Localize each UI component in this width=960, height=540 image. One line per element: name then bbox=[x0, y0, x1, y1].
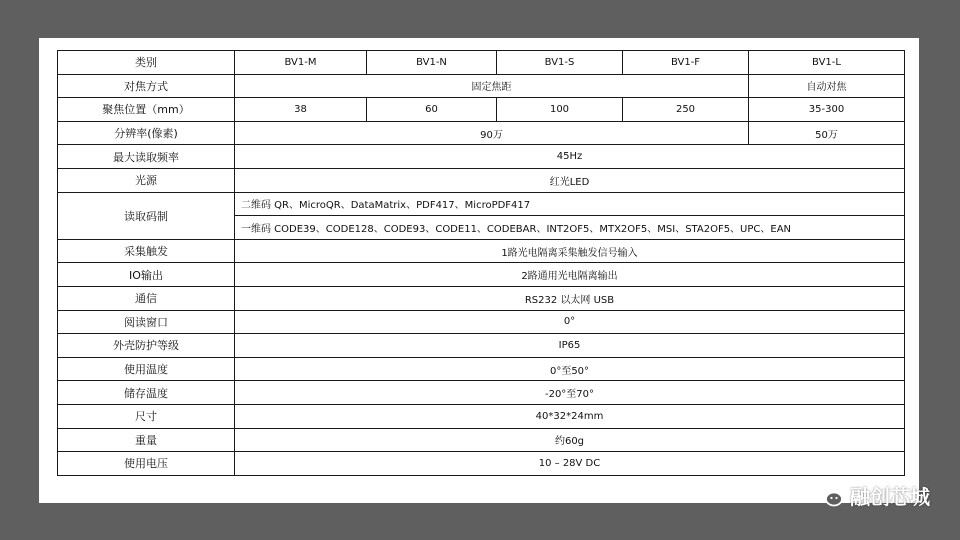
table-row-header bbox=[58, 51, 905, 75]
row-label: 分辨率(像素) bbox=[58, 121, 235, 145]
value-cell: RS232 以太网 USB bbox=[235, 286, 905, 310]
value-cell: 0° bbox=[235, 310, 905, 334]
model-cell: BV1-N bbox=[367, 51, 497, 75]
value-cell: -20°至70° bbox=[235, 381, 905, 405]
value-cell: IP65 bbox=[235, 334, 905, 358]
value-cell: 10 – 28V DC bbox=[235, 452, 905, 476]
model-cell: BV1-S bbox=[497, 51, 623, 75]
table-row bbox=[58, 286, 905, 310]
table-row bbox=[58, 263, 905, 287]
table-row-codes-2d bbox=[58, 192, 905, 216]
table-row bbox=[58, 334, 905, 358]
row-label: 最大读取频率 bbox=[58, 145, 235, 169]
table-row bbox=[58, 381, 905, 405]
table-row bbox=[58, 404, 905, 428]
model-cell: BV1-M bbox=[235, 51, 367, 75]
table-row bbox=[58, 357, 905, 381]
value-cell: 38 bbox=[235, 98, 367, 122]
row-label: 类别 bbox=[58, 51, 235, 75]
value-cell: 250 bbox=[623, 98, 749, 122]
table-row bbox=[58, 239, 905, 263]
row-label: 聚焦位置（mm） bbox=[58, 98, 235, 122]
row-label: IO输出 bbox=[58, 263, 235, 287]
value-cell: 一维码 CODE39、CODE128、CODE93、CODE11、CODEBAR、INT2OF5、MTX2OF5、MSI、STA2OF5、UPC、EAN bbox=[235, 216, 905, 240]
row-label: 阅读窗口 bbox=[58, 310, 235, 334]
table-row-focus-position bbox=[58, 98, 905, 122]
value-cell: 40*32*24mm bbox=[235, 404, 905, 428]
table-row-resolution bbox=[58, 121, 905, 145]
watermark-text: 融创芯城 bbox=[850, 485, 930, 509]
row-label: 重量 bbox=[58, 428, 235, 452]
row-label: 光源 bbox=[58, 168, 235, 192]
value-cell: 90万 bbox=[235, 121, 749, 145]
value-cell: 50万 bbox=[749, 121, 905, 145]
table-row bbox=[58, 168, 905, 192]
row-label: 读取码制 bbox=[58, 192, 235, 239]
model-cell: BV1-L bbox=[749, 51, 905, 75]
value-cell: 自动对焦 bbox=[749, 74, 905, 98]
table-row bbox=[58, 310, 905, 334]
value-cell: 45Hz bbox=[235, 145, 905, 169]
value-cell: 红光LED bbox=[235, 168, 905, 192]
value-cell: 2路通用光电隔离输出 bbox=[235, 263, 905, 287]
table-row bbox=[58, 452, 905, 476]
table-row-focus-mode bbox=[58, 74, 905, 98]
value-cell: 1路光电隔离采集触发信号输入 bbox=[235, 239, 905, 263]
value-cell: 约60g bbox=[235, 428, 905, 452]
value-cell: 60 bbox=[367, 98, 497, 122]
value-cell: 固定焦距 bbox=[235, 74, 749, 98]
row-label: 外壳防护等级 bbox=[58, 334, 235, 358]
value-cell: 100 bbox=[497, 98, 623, 122]
model-cell: BV1-F bbox=[623, 51, 749, 75]
row-label: 使用电压 bbox=[58, 452, 235, 476]
row-label: 使用温度 bbox=[58, 357, 235, 381]
table-row bbox=[58, 428, 905, 452]
row-label: 对焦方式 bbox=[58, 74, 235, 98]
row-label: 尺寸 bbox=[58, 404, 235, 428]
row-label: 储存温度 bbox=[58, 381, 235, 405]
spec-sheet bbox=[39, 38, 919, 503]
row-label: 采集触发 bbox=[58, 239, 235, 263]
spec-table bbox=[57, 50, 905, 476]
value-cell: 0°至50° bbox=[235, 357, 905, 381]
value-cell: 35-300 bbox=[749, 98, 905, 122]
watermark bbox=[814, 481, 930, 510]
row-label: 通信 bbox=[58, 286, 235, 310]
value-cell: 二维码 QR、MicroQR、DataMatrix、PDF417、MicroPDF417 bbox=[235, 192, 905, 216]
table-row bbox=[58, 145, 905, 169]
wechat-icon bbox=[814, 484, 844, 508]
